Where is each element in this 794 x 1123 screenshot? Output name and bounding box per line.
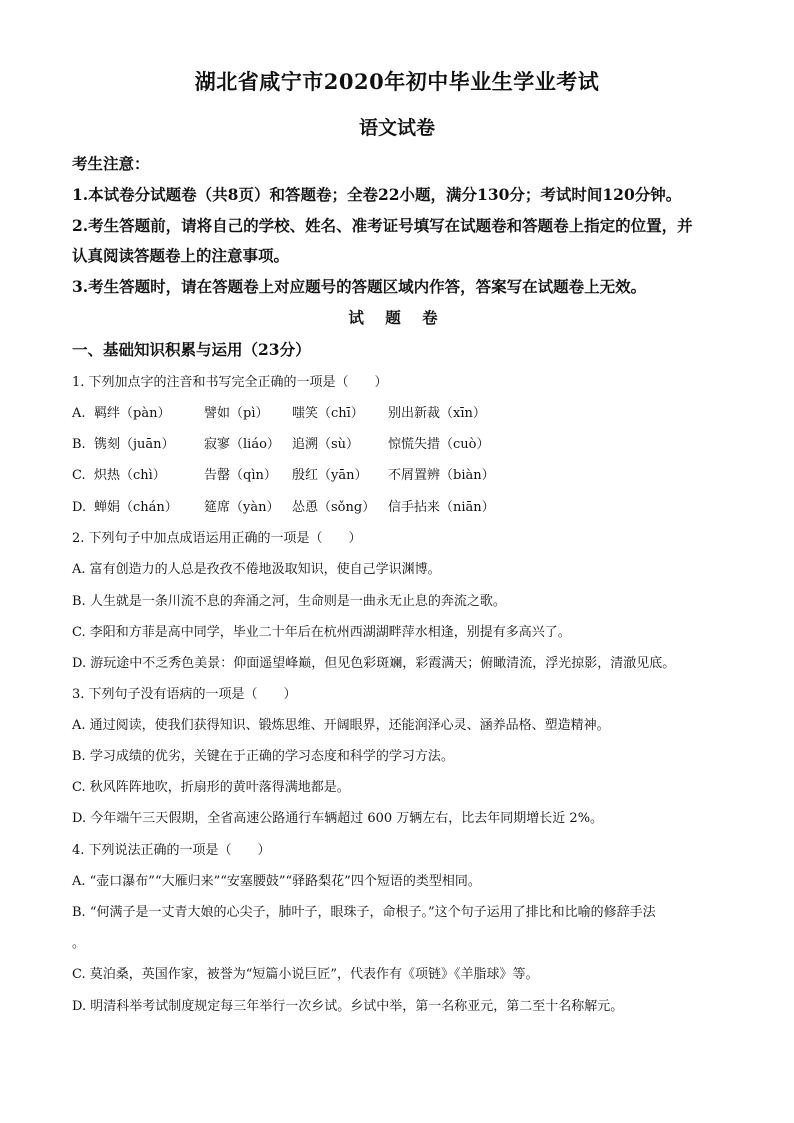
question-4-option-d: D. 明清科举考试制度规定每三年举行一次乡试。乡试中举，第一名称亚元，第二至十名称解元。 [72, 999, 624, 1014]
option-letter: C. [72, 468, 86, 483]
notice-item-1: 1.本试卷分试题卷（共8页）和答题卷；全卷22小题，满分130分；考试时间120分钟。 [72, 185, 682, 204]
option-letter: D. [72, 500, 87, 515]
option-word: 炽热（chì） [94, 468, 166, 483]
option-word: 别出新裁（xīn） [388, 406, 486, 421]
question-3-option-b: B. 学习成绩的优劣，关键在于正确的学习态度和科学的学习方法。 [72, 749, 454, 764]
question-4-option-b: B. “何满子是一丈青大娘的心尖子，肺叶子，眼珠子，命根子。”这个句子运用了排比和比喻的修辞手法 [72, 905, 656, 920]
section-label: 试 题 卷 [348, 308, 446, 327]
option-word: 追溯（sù） [292, 437, 360, 452]
question-2-option-a: A. 富有创造力的人总是孜孜不倦地汲取知识，使自己学识渊博。 [72, 562, 441, 577]
question-2-option-d: D. 游玩途中不乏秀色美景：仰面遥望峰巅，但见色彩斑斓，彩霞满天；俯瞰清流，浮光掠影，清澈见底。 [72, 656, 676, 671]
question-4-option-b-continued: 。 [72, 936, 86, 951]
notice-heading: 考生注意： [72, 154, 150, 173]
option-word: 寂寥（liáo） [204, 437, 280, 452]
option-word: 殷红（yān） [292, 468, 368, 483]
question-2-stem: 2. 下列句子中加点成语运用正确的一项是（ ） [72, 531, 362, 546]
question-3-option-c: C. 秋风阵阵地吹，折扇形的黄叶落得满地都是。 [72, 780, 350, 795]
option-word: 镌刻（juān） [94, 437, 175, 452]
option-word: 不屑置辨（biàn） [388, 468, 495, 483]
question-1-option-b [72, 433, 489, 452]
option-word: 嗤笑（chī） [292, 406, 364, 421]
question-4-option-c: C. 莫泊桑，英国作家，被誉为“短篇小说巨匠”，代表作有《项链》《羊脂球》等。 [72, 967, 539, 982]
question-2-option-b: B. 人生就是一条川流不息的奔涌之河，生命则是一曲永无止息的奔流之歌。 [72, 594, 506, 609]
option-word: 告罄（qìn） [204, 468, 277, 483]
notice-item-2: 2.考生答题前，请将自己的学校、姓名、准考证号填写在试题卷和答题卷上指定的位置，并 [72, 216, 693, 235]
option-word: 筵席（yàn） [204, 500, 280, 515]
exam-title: 湖北省咸宁市2020年初中毕业生学业考试 [194, 69, 600, 94]
part-1-title: 一、基础知识积累与运用（23分） [72, 340, 311, 359]
question-1-option-d [72, 496, 495, 515]
option-letter: A. [72, 406, 86, 421]
option-word: 蝉娟（chán） [94, 500, 178, 515]
option-word: 信手拈来（niān） [388, 500, 495, 515]
option-word: 惊慌失措（cuò） [388, 437, 490, 452]
question-1-option-c [72, 464, 495, 483]
question-2-option-c: C. 李阳和方菲是高中同学，毕业二十年后在杭州西湖湖畔萍水相逢，别提有多高兴了。 [72, 625, 571, 640]
option-letter: B. [72, 437, 86, 452]
notice-item-2-continued: 认真阅读答题卷上的注意事项。 [72, 246, 290, 265]
question-3-option-a: A. 通过阅读，使我们获得知识、锻炼思维、开阔眼界，还能润泽心灵、涵养品格、塑造精神。 [72, 718, 610, 733]
question-3-option-d: D. 今年端午三天假期，全省高速公路通行车辆超过 600 万辆左右，比去年同期增长近 2%。 [72, 811, 604, 826]
question-1-stem: 1. 下列加点字的注音和书写完全正确的一项是（ ） [72, 375, 388, 390]
exam-subtitle: 语文试卷 [358, 117, 435, 139]
question-4-stem: 4. 下列说法正确的一项是（ ） [72, 843, 271, 858]
option-word: 譬如（pì） [204, 406, 269, 421]
question-3-stem: 3. 下列句子没有语病的一项是（ ） [72, 687, 297, 702]
option-word: 羁绊（pàn） [94, 406, 171, 421]
question-4-option-a: A. “壶口瀑布”“大雁归来”“安塞腰鼓”“驿路梨花”四个短语的类型相同。 [72, 874, 481, 889]
option-word: 怂恿（sǒng） [292, 500, 376, 515]
question-1-option-a [72, 402, 486, 421]
notice-item-3: 3.考生答题时，请在答题卷上对应题号的答题区域内作答，答案写在试题卷上无效。 [72, 277, 647, 296]
